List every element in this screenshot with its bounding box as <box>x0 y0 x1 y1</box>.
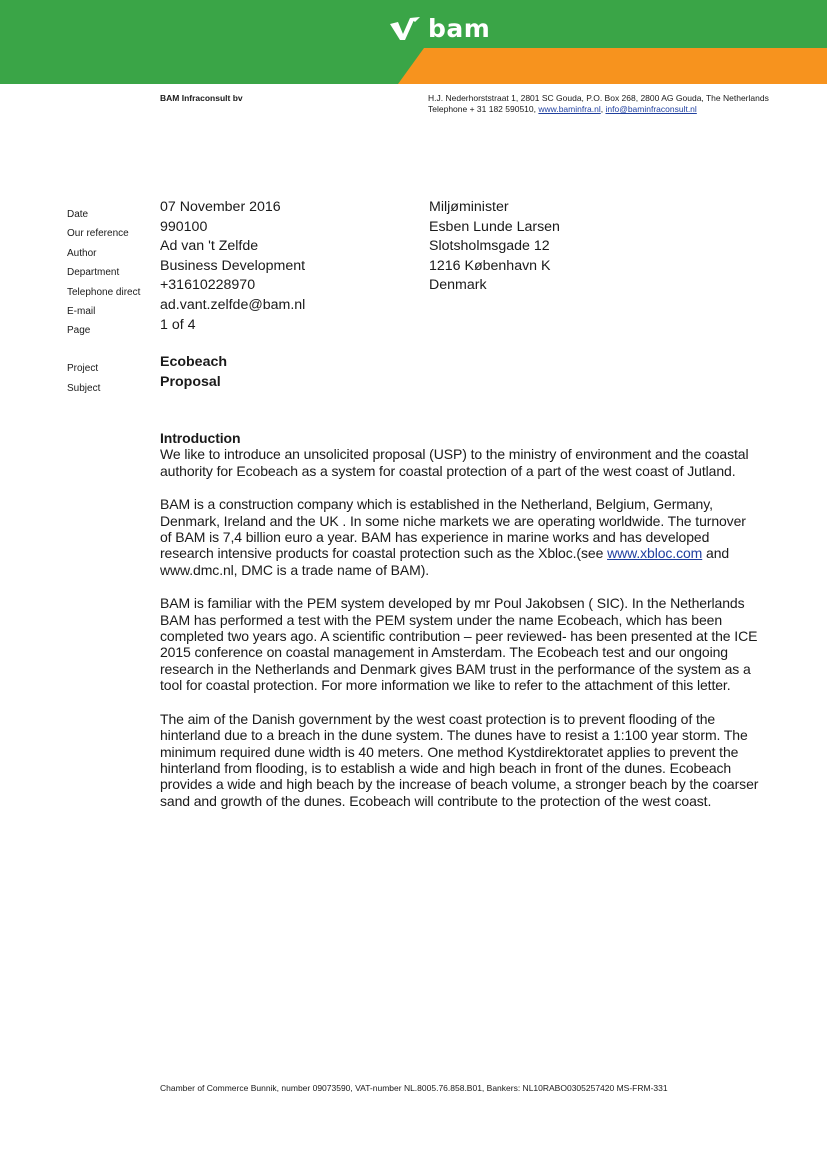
footer-company-info: Chamber of Commerce Bunnik, number 09073590, VAT-number NL.8005.76.858.B01, Bankers: NL10RABO0305257420 MS-FRM-331 <box>160 1083 668 1093</box>
paragraph-2-text-end: and www.dmc.nl, DMC is a trade name of BAM). <box>160 545 730 578</box>
meta-label-email: E-mail <box>67 305 96 317</box>
letter-body <box>160 430 760 826</box>
meta-label-reference: Our reference <box>67 228 129 240</box>
meta-value-page: 1 of 4 <box>160 316 196 333</box>
paragraph-3: BAM is familiar with the PEM system developed by mr Poul Jakobsen ( SIC). In the Netherlands BAM has performed a test with the PEM system under the name Ecobeach, which has been completed two years ago. A scientific contribution – peer reviewed- has been presented at the ICE 2015 conference on coastal management in Amsterdam. The Ecobeach test and our ongoing research in the Netherlands and Denmark gives BAM trust in the performance of the system as a tool for coastal protection. For more information we like to refer to the attachment of this letter. <box>160 595 758 694</box>
project-value: Ecobeach <box>160 354 228 370</box>
recipient-line: Slotsholmsgade 12 <box>429 238 550 255</box>
sender-telephone: Telephone + 31 182 590510, <box>428 104 537 114</box>
recipient-line: Denmark <box>429 277 487 294</box>
sender-company-name: BAM Infraconsult bv <box>160 93 243 103</box>
section-heading: Introduction <box>160 430 241 446</box>
paragraph-2-text: BAM is a construction company which is established in the Netherland, Belgium, Germany, Denmark, Ireland and the UK . In some niche markets we are operating worldwide. The turnover of BAM is 7,4 billion euro a year. BAM has experience in marine works and has developed research intensive products for coastal protection such as the Xbloc.(see <box>160 496 746 562</box>
paragraph-4: The aim of the Danish government by the west coast protection is to prevent flooding of the hinterland due to a breach in the dune system. The dunes have to resist a 1:100 year storm. The minimum required dune width is 40 meters. One method Kystdirektoratet applies to prevent the hinterland from flooding, is to establish a wide and high beach in front of the dunes. Ecobeach provides a wide and high beach by the increase of beach volume, a stronger beach by the coarser sand and growth of the dunes. Ecobeach will contribute to the protection of the west coast. <box>160 710 759 809</box>
xbloc-link[interactable]: www.xbloc.com <box>607 545 703 562</box>
subject-value: Proposal <box>160 373 221 390</box>
project-values <box>160 353 227 392</box>
bam-logo-bird-icon <box>388 16 422 42</box>
project-label: Project <box>67 363 99 374</box>
meta-value-date: 07 November 2016 <box>160 199 281 215</box>
sender-email-link[interactable]: info@baminfraconsult.nl <box>605 104 697 114</box>
paragraph-2 <box>160 496 760 578</box>
sender-contact-line: Telephone + 31 182 590510, www.baminfra.nl, info@baminfraconsult.nl <box>428 104 697 114</box>
meta-label-author: Author <box>67 247 97 259</box>
bam-logo-text: bam <box>428 14 491 43</box>
recipient-address <box>429 198 560 296</box>
recipient-line: 1216 København K <box>429 257 551 274</box>
recipient-line: Esben Lunde Larsen <box>429 218 560 235</box>
subject-label: Subject <box>67 382 101 394</box>
meta-labels <box>67 205 140 341</box>
meta-value-reference: 990100 <box>160 218 208 235</box>
header-orange-band <box>398 48 827 84</box>
meta-label-department: Department <box>67 267 120 279</box>
meta-label-telephone: Telephone direct <box>67 286 141 298</box>
meta-value-telephone: +31610228970 <box>160 277 256 294</box>
paragraph-1: We like to introduce an unsolicited proposal (USP) to the ministry of environment and the coastal authority for Ecobeach as a system for coastal protection of a part of the west coast of Jutland. <box>160 446 749 479</box>
meta-label-page: Page <box>67 325 91 337</box>
meta-value-department: Business Development <box>160 257 306 274</box>
sender-address-line: H.J. Nederhorststraat 1, 2801 SC Gouda, P.O. Box 268, 2800 AG Gouda, The Netherlands <box>428 93 769 103</box>
meta-label-date: Date <box>67 209 89 220</box>
project-labels <box>67 359 100 398</box>
sender-website-link[interactable]: www.baminfra.nl <box>538 104 601 114</box>
recipient-line: Miljøminister <box>429 199 509 215</box>
sender-address-block <box>428 93 788 115</box>
meta-value-author: Ad van 't Zelfde <box>160 238 259 255</box>
meta-values <box>160 198 305 335</box>
meta-value-email: ad.vant.zelfde@bam.nl <box>160 296 306 313</box>
bam-logo <box>388 14 490 43</box>
